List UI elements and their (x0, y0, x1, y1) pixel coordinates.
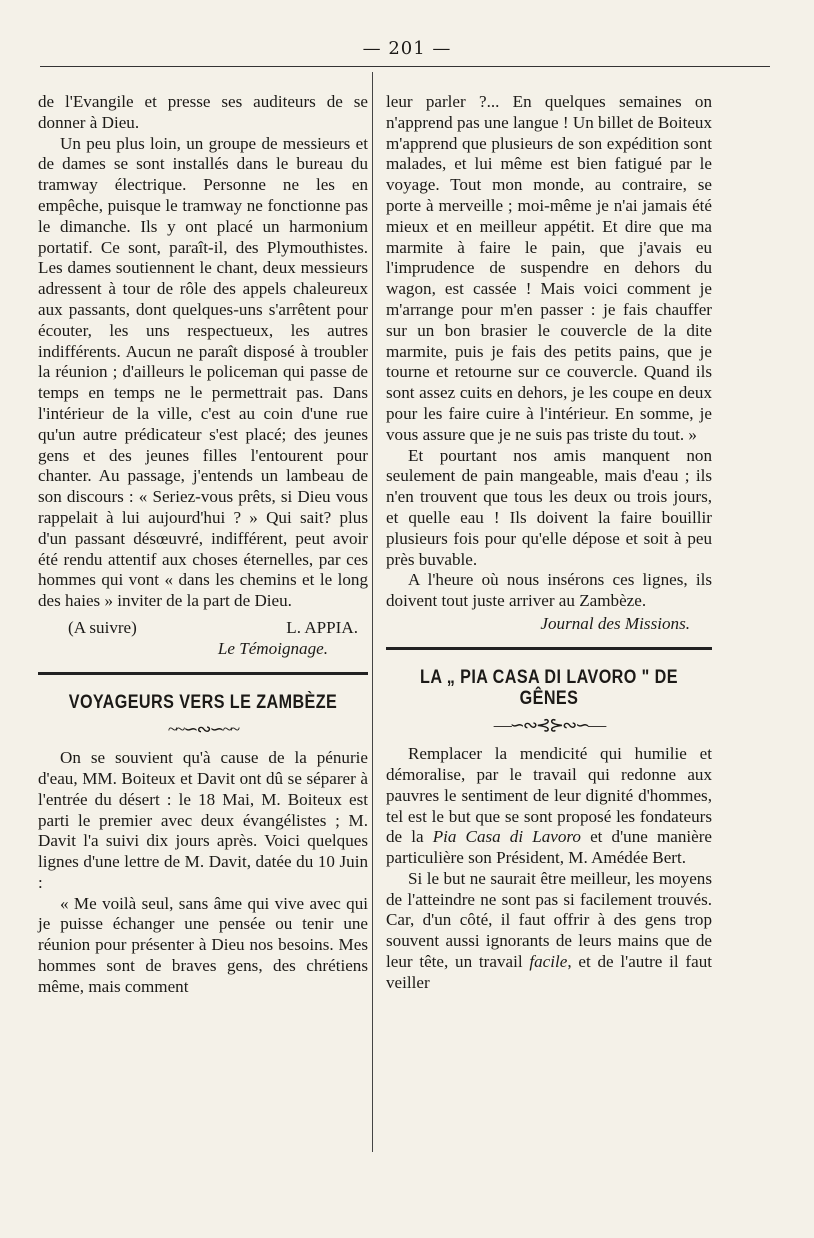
section-divider (386, 647, 712, 650)
paragraph: Un peu plus loin, un groupe de messieurs et de dames se sont installés dans le bureau du tramway électrique. Personne ne les en empêche, puisque le tramway ne fonctionne pas le dimanche. Ils y ont placé un harmonium portatif. Ce sont, paraît-il, des Plymouthistes. Les dames soutiennent le chant, deux messieurs adressent à tour de rôle des appels chaleureux aux passants, dont quelques-uns s'arrêtent pour écouter, les uns respectueux, les autres indifférents. Aucun ne paraît disposé à troubler la réunion ; d'ailleurs le policeman qui passe de temps en temps ne le permettrait pas. Dans l'intérieur de la ville, c'est au coin d'une rue qu'un autre prédicateur s'est placé; des jeunes gens et des jeunes filles l'entourent pour chanter. Au passage, j'entends un lambeau de son discours : « Seriez-vous prêts, si Dieu vous rappelait à lui aujourd'hui ? » Qui sait? plus d'un passant désœuvré, indifférent, peut avoir été rendu attentif aux choses éternelles, par ces hommes qui vont « dans les chemins et le long des haies » inviter de la part de Dieu. (38, 133, 368, 611)
paragraph: de l'Evangile et presse ses auditeurs de se donner à Dieu. (38, 92, 368, 132)
author-signature: L. APPIA. (286, 617, 358, 637)
paragraph (386, 744, 712, 869)
italic-text: facile (529, 952, 568, 972)
source-credit: Le Témoignage. (217, 638, 328, 658)
text-run: et d'une manière particulière son Président, M. Amédée Bert. (386, 827, 712, 868)
text-run: Remplacer la mendicité qui humilie et démoralise, par le travail qui redonne aux pauvres le sentiment de leur dignité d'hommes, tel est le but que se sont proposé les fondateurs de la (386, 744, 712, 847)
ornament-flourish: —∽∾⊰⊱∾∽— (493, 715, 605, 736)
text-run: , et de l'autre il faut veiller (386, 952, 712, 992)
section-divider (38, 672, 368, 675)
paragraph: A l'heure où nous insérons ces lignes, ils doivent tout juste arriver au Zambèze. (386, 570, 712, 611)
ornament-flourish: ~~∽∾∽~~ (167, 719, 239, 740)
section-title: VOYAGEURS VERS LE ZAMBÈZE (68, 691, 338, 713)
signature-row (38, 618, 368, 639)
page-number: — 201 — (362, 38, 452, 59)
to-follow-note: (A suivre) (68, 617, 137, 637)
paragraph: leur parler ?... En quelques semaines on n'apprend pas une langue ! Un billet de Boiteux m'apprend que plusieurs de son expédition sont malades, et lui même est bien fatigué par le voyage. Tout mon monde, au contraire, se porte à merveille ; moi-même je n'ai jamais été mieux et en meilleur appétit. Et dire que ma marmite à faire le pain, que j'avais eu l'imprudence de suspendre en dehors du wagon, est cassée ! Mais voici comment je m'arrange pour m'en passer : je fais chauffer sur un bon brasier le couvercle de la dite marmite, puis je fais des petits pains, que je tourne et retourne sur ce couvercle. Quand ils sont assez cuits en dehors, je les coupe en deux pour les faire cuire à l'intérieur. En somme, je vous assure que je ne suis pas triste du tout. » (386, 92, 712, 444)
italic-text: Pia Casa di Lavoro (432, 827, 581, 847)
paragraph: Et pourtant nos amis manquent non seulement de pain mangeable, mais d'eau ; ils n'en trouvent que tous les deux ou trois jours, et quelle eau ! Ils doivent la faire bouillir plusieurs fois pour qu'elle dépose et soit à peu près buvable. (386, 445, 712, 569)
column-divider (372, 72, 373, 1152)
left-column (38, 92, 368, 998)
text-run: Si le but ne saurait être meilleur, les moyens de l'atteindre ne sont pas si facilement trouvés. Car, d'un côté, il faut offrir à des gens trop souvent aussi ignorants de leurs mains que de leur tête, un travail (386, 868, 712, 972)
paragraph: « Me voilà seul, sans âme qui vive avec qui je puisse échanger une pensée ou tenir une réunion pour présenter à Dieu nos besoins. Mes hommes sont de braves gens, des chrétiens même, mais comment (38, 893, 368, 996)
right-column (386, 92, 712, 994)
paragraph (386, 869, 712, 994)
header-rule (40, 66, 770, 67)
section-title: LA „ PIA CASA DI LAVORO " DE GÊNES (420, 666, 678, 709)
source-credit: Journal des Missions. (540, 613, 690, 633)
paragraph: On se souvient qu'à cause de la pénurie d'eau, MM. Boiteux et Davit ont dû se séparer à l'entrée du désert : le 18 Mai, M. Boiteux est parti le premier avec deux évangélistes ; M. Davit l'a suivi dix jours après. Voici quelques lignes d'une lettre de M. Davit, datée du 10 Juin : (38, 748, 368, 892)
